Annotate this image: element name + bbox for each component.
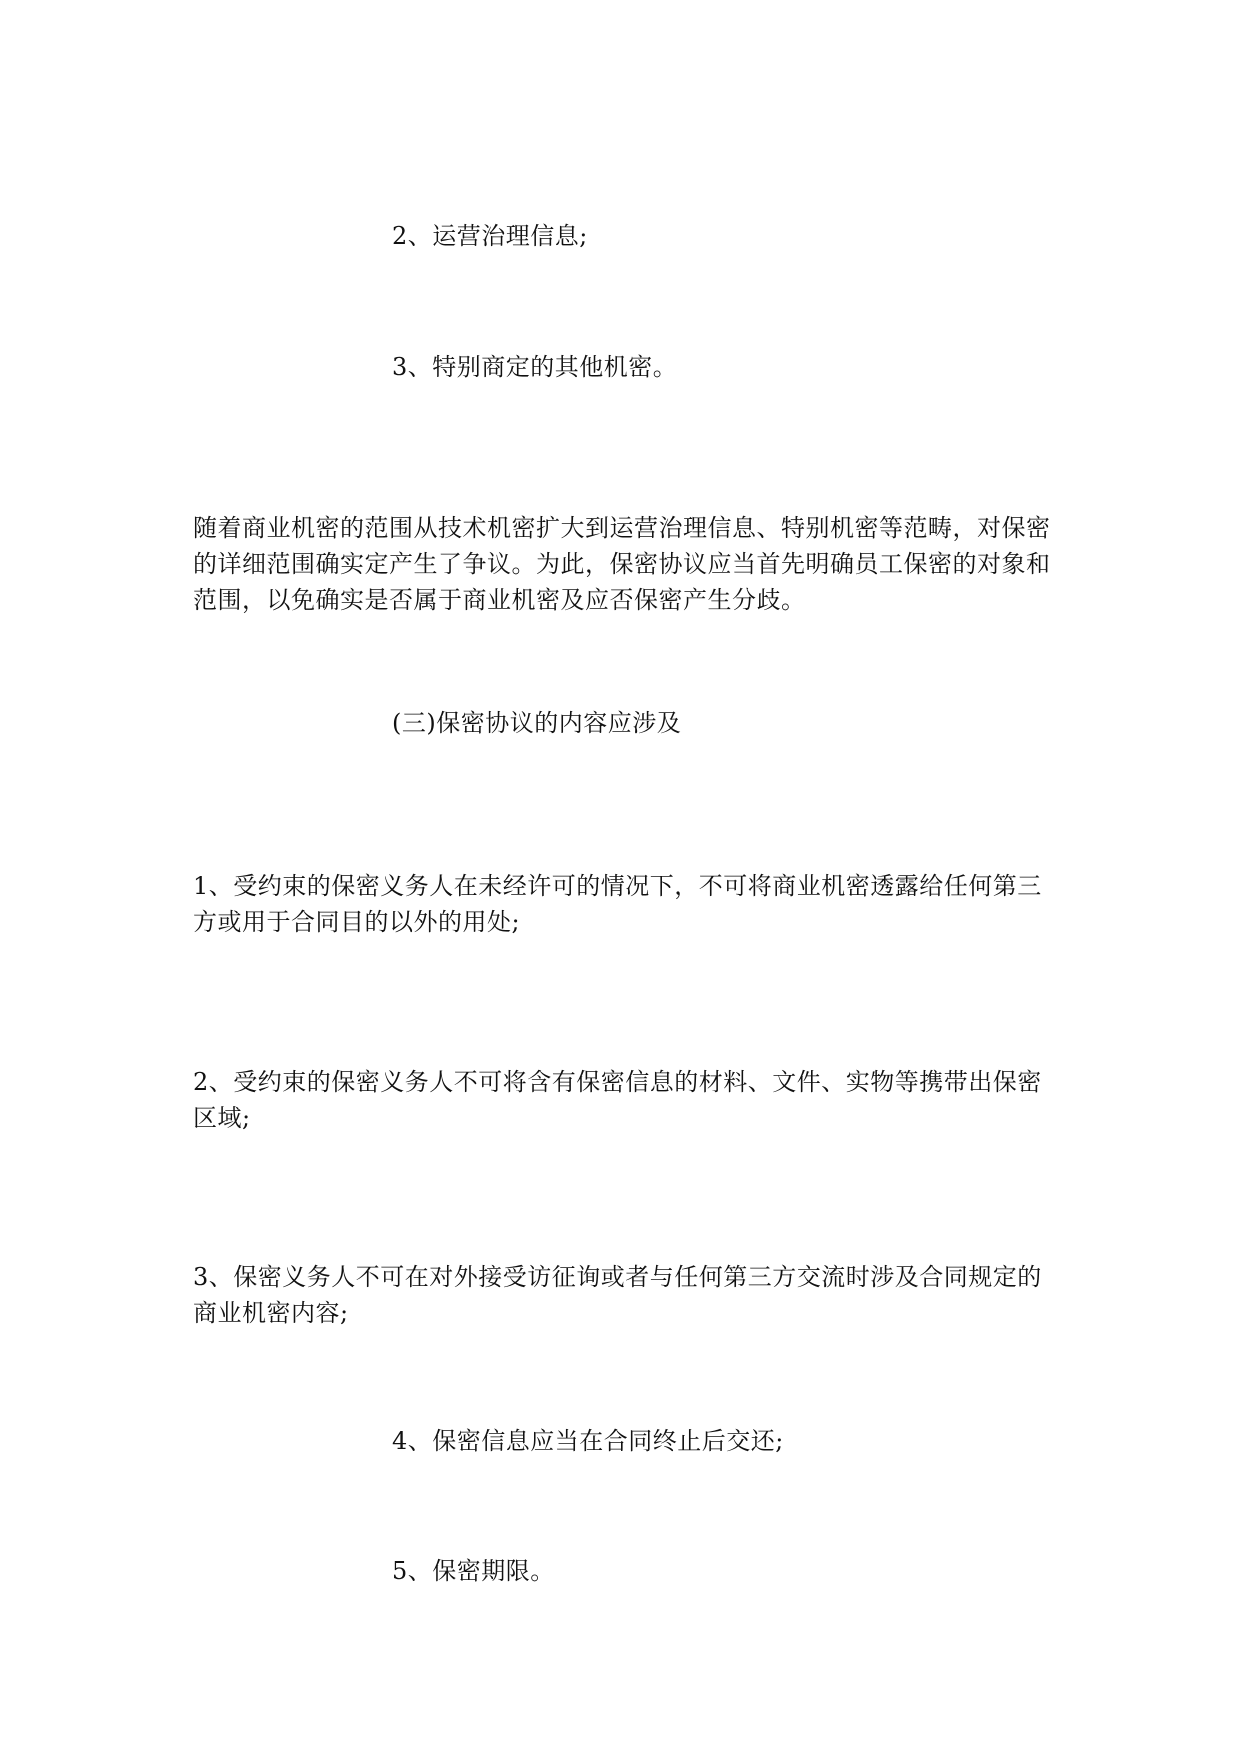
list-item-no-interview-disclosure: 3、保密义务人不可在对外接受访征询或者与任何第三方交流时涉及合同规定的商业机密内容; (193, 1263, 1042, 1327)
list-item-operations-info: 2、运营治理信息; (392, 222, 588, 250)
paragraph-scope: 随着商业机密的范围从技术机密扩大到运营治理信息、特别机密等范畴，对保密的详细范围确实定产生了争议。为此，保密协议应当首先明确员工保密的对象和范围，以免确实是否属于商业机密及应否保密产生分歧。 (193, 514, 1051, 614)
list-item-return-info: 4、保密信息应当在合同终止后交还; (392, 1427, 784, 1455)
list-item-no-removal: 2、受约束的保密义务人不可将含有保密信息的材料、文件、实物等携带出保密区域; (193, 1068, 1042, 1132)
list-item-other-secrets: 3、特别商定的其他机密。 (392, 353, 678, 381)
section-heading-agreement-content: (三)保密协议的内容应涉及 (392, 709, 682, 737)
list-item-no-disclosure: 1、受约束的保密义务人在未经许可的情况下，不可将商业机密透露给任何第三方或用于合同目的以外的用处; (193, 872, 1042, 936)
list-item-confidentiality-period: 5、保密期限。 (392, 1557, 555, 1585)
